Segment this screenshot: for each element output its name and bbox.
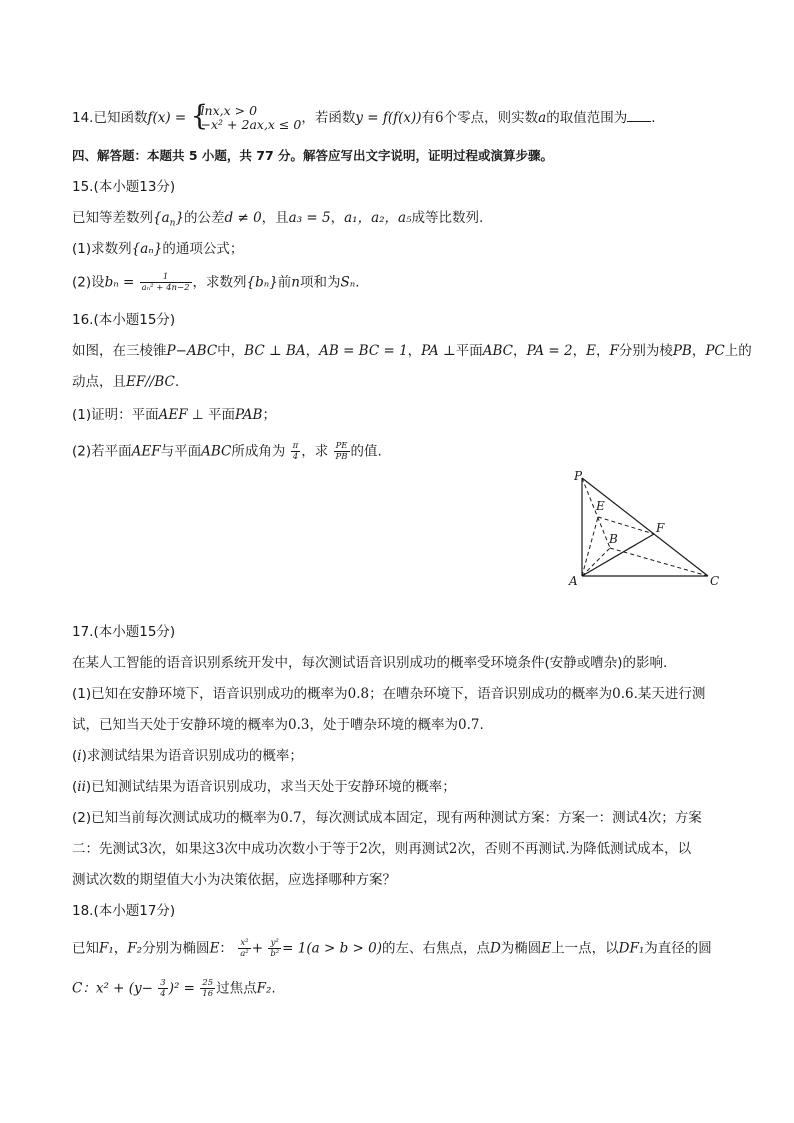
piecewise-function: { lnx,x > 0 −x² + 2ax,x ≤ 0 — [190, 99, 302, 132]
question-16-part-1: (1)证明：平面AEF ⊥ 平面PAB； — [72, 407, 276, 423]
question-16-stem-line-2: 动点，且EF//BC. — [72, 374, 180, 390]
question-17-header: 17.(本小题15分) — [72, 624, 176, 640]
question-14: 14.已知函数f(x) = { lnx,x > 0 −x² + 2ax,x ≤ 0 ，若函数y = f(f(x))有6个零点，则实数a的取值范围为 . — [72, 99, 656, 132]
question-18-header: 18.(本小题17分) — [72, 903, 176, 919]
circle-radius-fraction: $\frac{25}{16}$ — [202, 978, 214, 999]
question-15-stem: 已知等差数列$\{a_n\}$的公差d ≠ 0，且a₃ = 5，a₁，a₂，a₅成等比数列. — [72, 210, 484, 229]
question-16-stem-line-1: 如图，在三棱锥P−ABC中，BC ⊥ BA，AB = BC = 1，PA ⊥平面ABC，PA = 2，E，F分别为棱PB，PC上的 — [72, 343, 752, 359]
edge-EF — [598, 517, 654, 534]
angle-fraction: $\frac{\pi}{4}$ — [292, 441, 299, 462]
label-A: A — [569, 574, 578, 588]
fraction: $\frac{1}{\text{aₙ² + 4n−2}}$ — [141, 272, 190, 293]
question-17-subpart-i: (i)求测试结果为语音识别成功的概率； — [72, 748, 303, 764]
label-P: P — [574, 469, 583, 483]
edge-AF — [582, 534, 654, 576]
edge-PC — [582, 478, 708, 576]
label-E: E — [596, 499, 605, 513]
ellipse-x-term: $\frac{\text{x²}}{\text{a²}}$ — [240, 938, 249, 959]
question-16-part-2: (2)若平面AEF与平面ABC所成角为 $\frac{\pi}{4}$ ，求 $\frac{PE}{PB}$ 的值. — [72, 441, 382, 462]
question-17-part-2-line-3: 测试次数的期望值大小为决策依据，应选择哪种方案？ — [72, 872, 396, 888]
section-heading: 四、解答题：本题共 5 小题，共 77 分。解答应写出文字说明，证明过程或演算步骤。 — [72, 148, 554, 163]
question-17-part-1-line-1: (1)已知在安静环境下，语音识别成功的概率为0.8；在嘈杂环境下，语音识别成功的概率为0.6.某天进行测 — [72, 686, 706, 702]
question-17-part-2-line-1: (2)已知当前每次测试成功的概率为0.7，每次测试成本固定，现有两种测试方案：方案一：测试4次；方案 — [72, 810, 702, 826]
answer-blank — [627, 109, 651, 122]
edge-BC — [610, 548, 708, 576]
question-number: 14. — [72, 110, 94, 126]
question-15-header: 15.(本小题13分) — [72, 179, 176, 195]
label-C: C — [710, 574, 720, 588]
question-17-subpart-ii: (ii)已知测试结果为语音识别成功，求当天处于安静环境的概率； — [72, 779, 456, 795]
pyramid-figure — [560, 462, 730, 594]
ellipse-y-term: $\frac{\text{y²}}{\text{b²}}$ — [270, 938, 280, 959]
edge-AE — [582, 517, 598, 576]
ratio-fraction: $\frac{PE}{PB}$ — [335, 441, 348, 462]
question-15-part-2: (2)设bₙ = $\frac{1}{\text{aₙ² + 4n−2}}$ ，求数列{bₙ}前n项和为Sₙ. — [72, 272, 360, 293]
label-B: B — [609, 532, 618, 546]
circle-center-fraction: $\frac{3}{4}$ — [160, 978, 166, 999]
question-18-stem-line-2: C：x² + (y− $\frac{3}{4}$ )² = $\frac{25}{16}$ 过焦点F₂. — [72, 978, 276, 999]
question-17-intro: 在某人工智能的语音识别系统开发中，每次测试语音识别成功的概率受环境条件(安静或嘈杂)的影响. — [72, 655, 668, 671]
question-17-part-1-line-2: 试，已知当天处于安静环境的概率为0.3，处于嘈杂环境的概率为0.7. — [72, 717, 484, 733]
question-16-header: 16.(本小题15分) — [72, 312, 176, 328]
question-15-part-1: (1)求数列{aₙ}的通项公式； — [72, 241, 244, 257]
label-F: F — [656, 521, 665, 535]
question-18-stem-line-1: 已知F₁，F₂分别为椭圆E： $\frac{\text{x²}}{\text{a²}}$ + $\frac{\text{y²}}{\text{b²}}$ = 1(a > b > 0)的左、右焦点，点D为椭圆E上一点，以DF₁为直径的圆 — [72, 938, 712, 959]
question-17-part-2-line-2: 二：先测试3次，如果这3次中成功次数小于等于2次，则再测试2次，否则不再测试.为降低测试成本，以 — [72, 841, 692, 857]
